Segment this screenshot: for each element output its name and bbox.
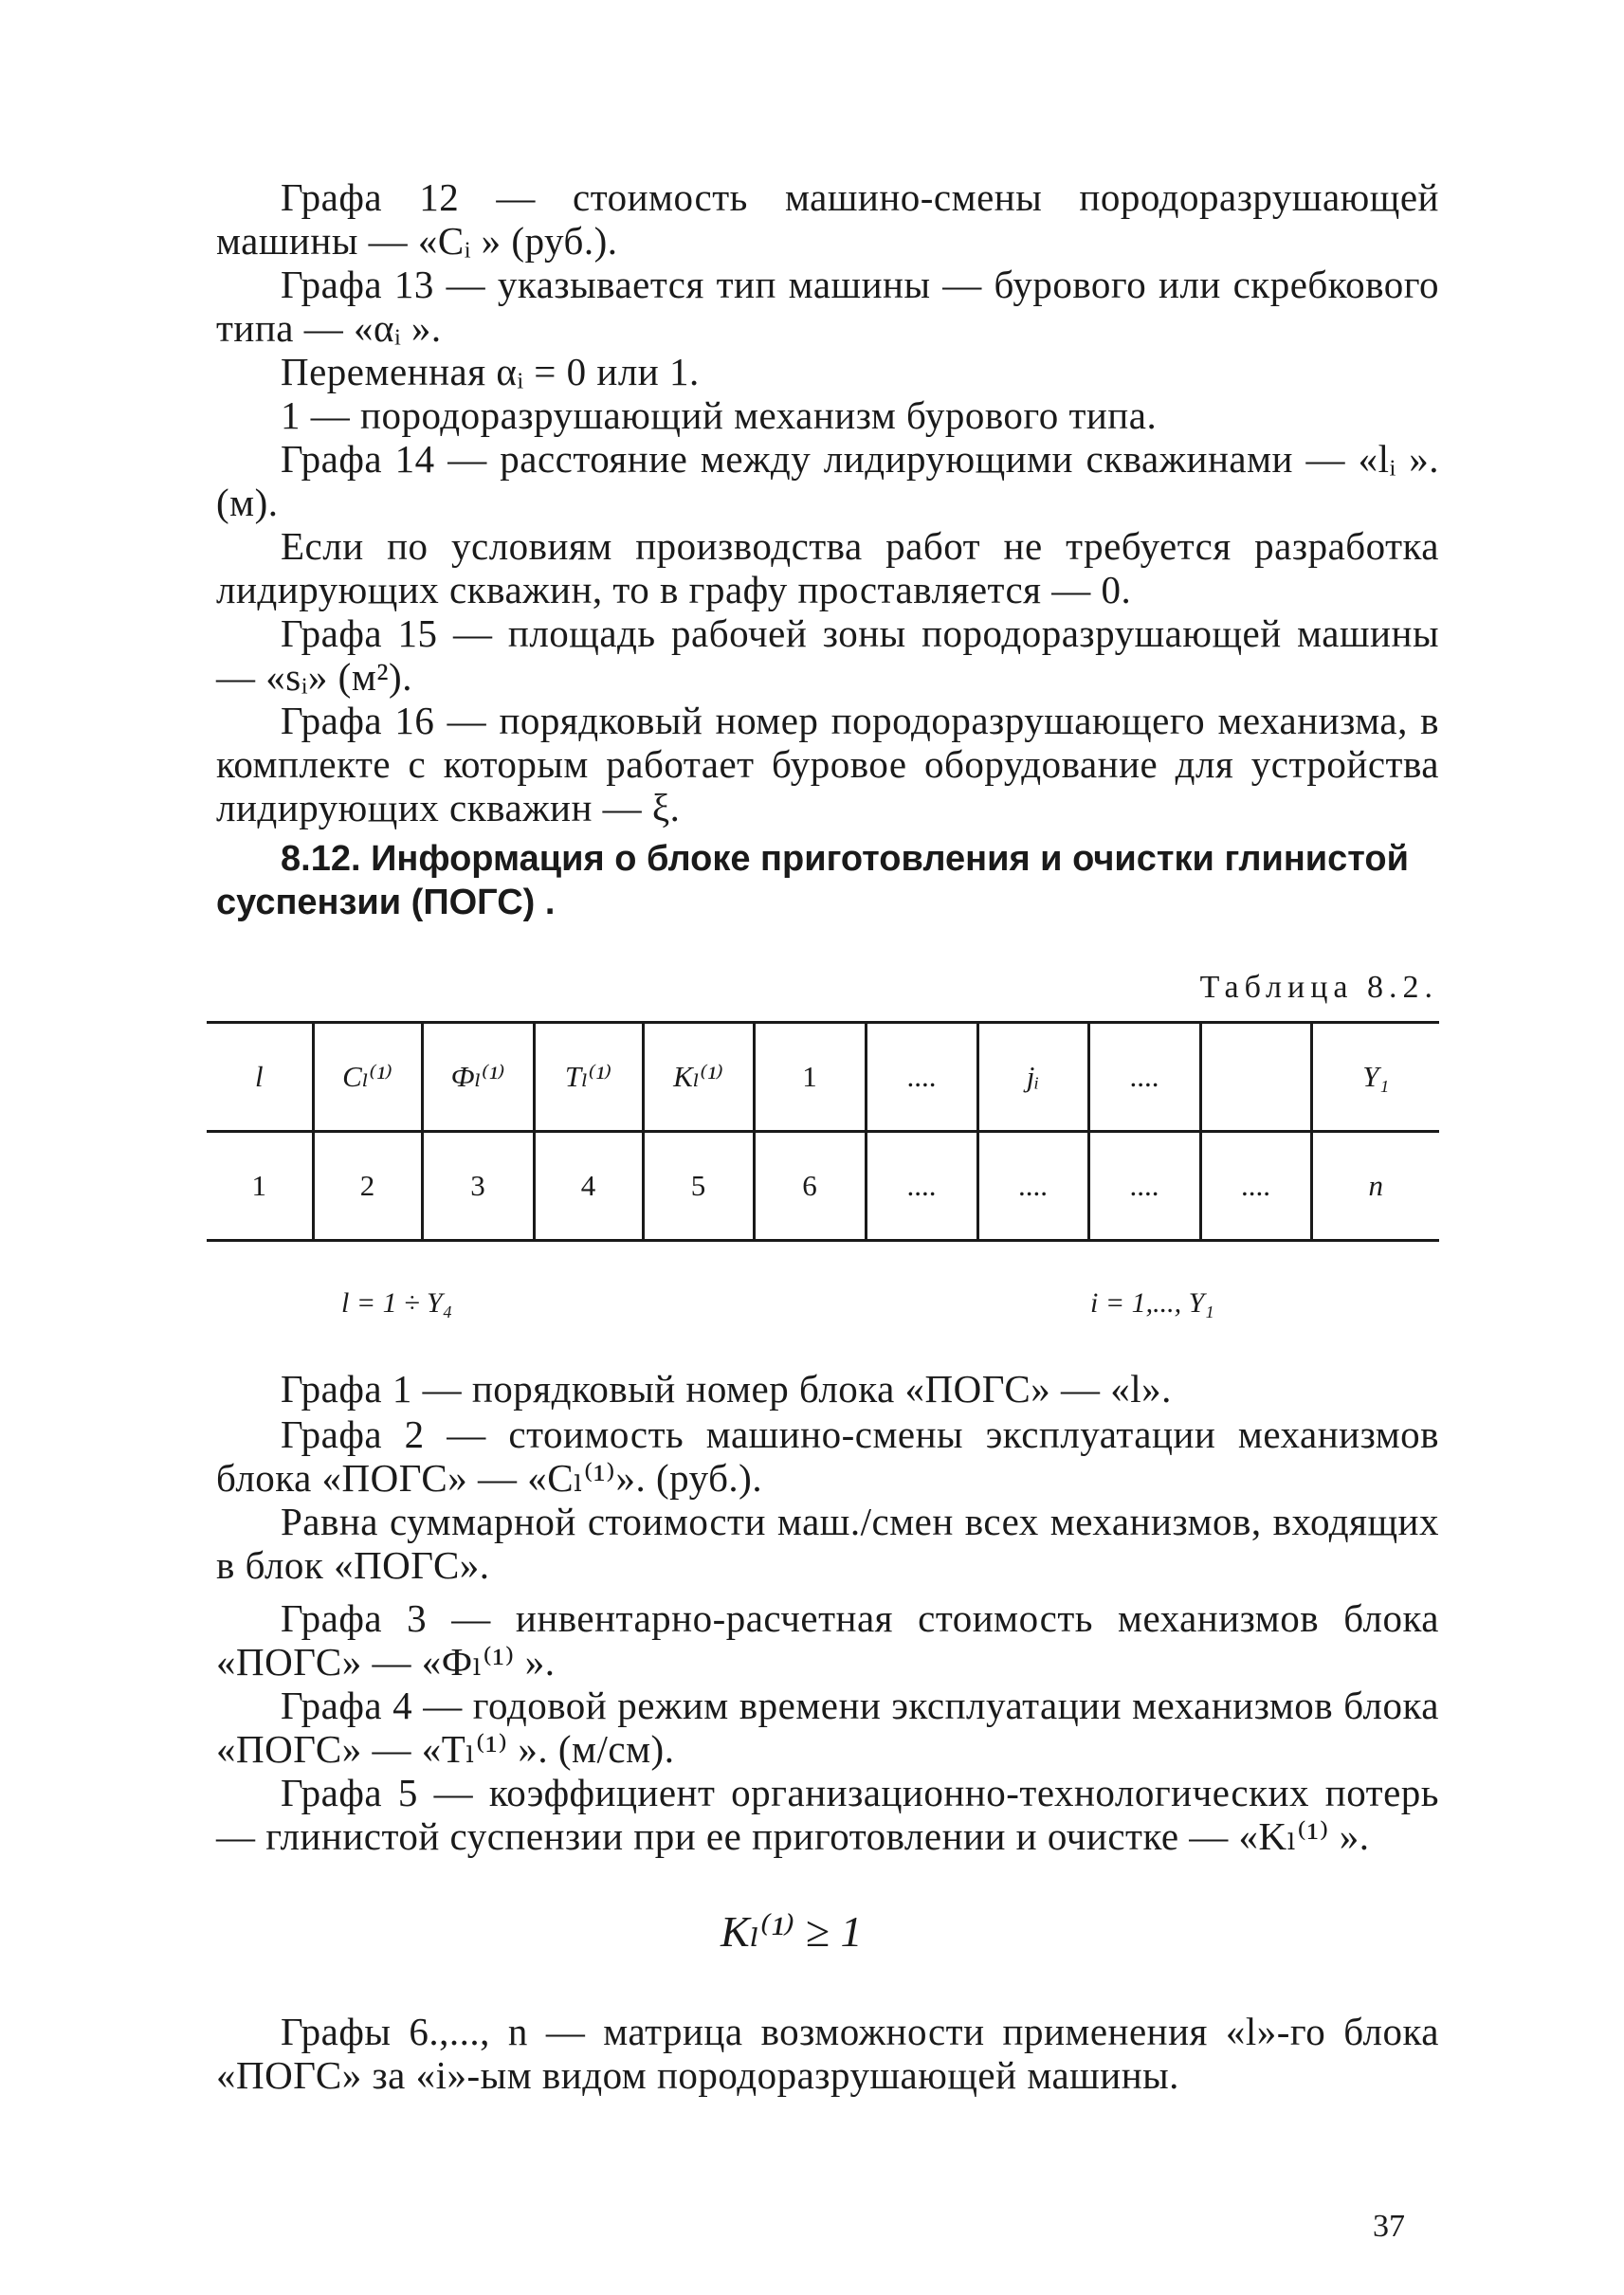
paragraph-drill-type: 1 — породоразрушающий механизм бурового типа. [281, 393, 1158, 437]
range-l: l = 1 ÷ Y₄ [341, 1287, 453, 1319]
table-row [207, 1132, 1439, 1241]
section-heading: 8.12. Информация о блоке приготовления и очистки глинистой суспензии (ПОГС) . [216, 839, 1409, 922]
table-header-cell: l [207, 1023, 313, 1132]
table-cell: n [1311, 1132, 1439, 1241]
table-cell: 1 [207, 1132, 313, 1241]
table-header-cell: Cₗ⁽¹⁾ [313, 1023, 422, 1132]
table-cell: .... [1200, 1132, 1311, 1241]
paragraph-column-4: Графа 4 — годовой режим времени эксплуатации механизмов блока «ПОГС» — «Tₗ⁽¹⁾ ». (м/см). [216, 1684, 1439, 1771]
table-header-cell [1200, 1023, 1311, 1132]
table-cell: .... [866, 1132, 977, 1241]
table-header-cell: jᵢ [977, 1023, 1088, 1132]
table-header-row [207, 1023, 1439, 1132]
table-header-cell: Y₁ [1311, 1023, 1439, 1132]
paragraph-column-5: Графа 5 — коэффициент организационно-технологических потерь — глинистой суспензии при ее приготовлении и очистке — «Kₗ⁽¹⁾ ». [216, 1771, 1439, 1858]
formula: Kₗ⁽¹⁾ ≥ 1 [721, 1907, 863, 1956]
table-cell: 3 [422, 1132, 534, 1241]
table-cell: 4 [534, 1132, 643, 1241]
table-header-cell: Tₗ⁽¹⁾ [534, 1023, 643, 1132]
paragraph-column-13: Графа 13 — указывается тип машины — бурового или скребкового типа — «αᵢ ». [216, 263, 1439, 350]
table-header-cell: .... [866, 1023, 977, 1132]
table-header-cell: .... [1088, 1023, 1200, 1132]
table-header-cell: Фₗ⁽¹⁾ [422, 1023, 534, 1132]
paragraph-columns-6-n: Графы 6.,..., n — матрица возможности применения «l»-го блока «ПОГС» за «i»-ым видом породоразрушающей машины. [216, 2010, 1439, 2097]
range-i: i = 1,..., Y₁ [1090, 1287, 1214, 1319]
paragraph-column-15: Графа 15 — площадь рабочей зоны породоразрушающей машины — «sᵢ» (м²). [216, 611, 1439, 699]
paragraph-leading-wells: Если по условиям производства работ не требуется разработка лидирующих скважин, то в графу проставляется — 0. [216, 524, 1439, 611]
paragraph-column-3: Графа 3 — инвентарно-расчетная стоимость механизмов блока «ПОГС» — «Фₗ⁽¹⁾ ». [216, 1596, 1439, 1684]
table-cell: 6 [754, 1132, 866, 1241]
paragraph-variable-alpha: Переменная αᵢ = 0 или 1. [281, 350, 700, 393]
table-header-cell: Kₗ⁽¹⁾ [643, 1023, 754, 1132]
table-caption: Таблица 8.2. [1199, 970, 1438, 1005]
table-cell: 2 [313, 1132, 422, 1241]
paragraph-sum-cost: Равна суммарной стоимости маш./смен всех механизмов, входящих в блок «ПОГС». [216, 1500, 1439, 1587]
paragraph-column-14: Графа 14 — расстояние между лидирующими скважинами — «lᵢ ». (м). [216, 437, 1439, 524]
table-header-cell: 1 [754, 1023, 866, 1132]
table-cell: 5 [643, 1132, 754, 1241]
table-cell: .... [1088, 1132, 1200, 1241]
paragraph-column-16: Графа 16 — порядковый номер породоразрушающего механизма, в комплекте с которым работает буровое оборудование для устройства лидирующих скважин — ξ. [216, 699, 1439, 829]
paragraph-column-12: Графа 12 — стоимость машино-смены породоразрушающей машины — «Cᵢ » (руб.). [216, 175, 1439, 263]
paragraph-column-1: Графа 1 — порядковый номер блока «ПОГС» — «l». [281, 1367, 1172, 1411]
page-number: 37 [1373, 2209, 1405, 2244]
data-table [207, 1021, 1439, 1242]
paragraph-column-2: Графа 2 — стоимость машино-смены эксплуатации механизмов блока «ПОГС» — «Cₗ⁽¹⁾». (руб.). [216, 1412, 1439, 1500]
table-cell: .... [977, 1132, 1088, 1241]
